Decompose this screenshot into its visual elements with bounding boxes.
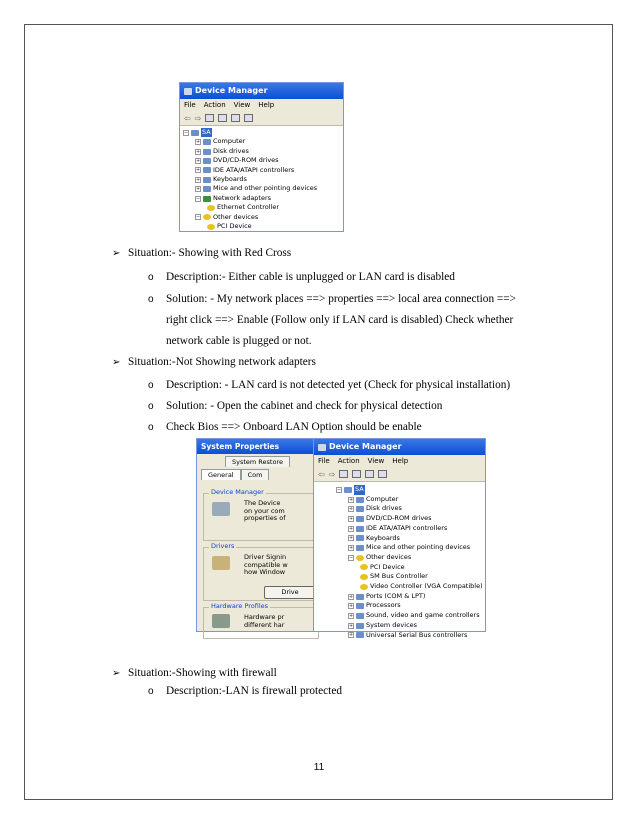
menu-help[interactable]: Help [258,101,275,109]
circle-bullet-icon: o [148,422,154,433]
menu-file[interactable]: File [318,457,330,465]
tab-system-restore[interactable]: System Restore [225,456,290,467]
tree-item[interactable]: − Network adapters [196,193,272,202]
print-icon[interactable] [218,114,227,122]
computer-icon [191,130,199,136]
page-number: 11 [313,762,325,773]
ide-icon [356,526,364,532]
window-title: Device Manager [195,86,268,95]
description-firewall: o Description:-LAN is firewall protected [148,685,342,697]
description-red-cross: o Description:- Either cable is unplugged or LAN card is disabled [148,271,455,283]
solution-red-cross-line2: right click ==> Enable (Follow only if LAN card is disabled) Check whether [166,314,514,326]
tree-item[interactable]: + Universal Serial Bus controllers [349,630,468,639]
network-icon [203,196,211,202]
mouse-icon [356,545,364,551]
computer-icon [344,487,352,493]
tree-item[interactable]: SM Bus Controller [336,572,485,582]
system-properties-screenshot [196,438,486,639]
hardware-profiles-icon [212,614,230,628]
system-properties-title: System Properties [197,439,320,454]
view-icon[interactable] [339,470,348,478]
tree-item[interactable]: + Keyboards [196,175,247,184]
drivers-icon [212,556,230,570]
tree-item[interactable]: Ethernet Controller [183,203,343,212]
menu-bar [314,455,485,467]
processor-icon [356,603,364,609]
warning-icon [360,584,368,590]
tree-item[interactable]: + DVD/CD-ROM drives [349,514,432,523]
tree-item[interactable]: + Mice and other pointing devices [196,184,318,193]
print-icon[interactable] [352,470,361,478]
tree-item[interactable]: + Sound, video and game controllers [349,611,480,620]
device-tree [180,126,343,231]
solution-no-adapters: o Solution: - Open the cabinet and check for physical detection [148,400,443,412]
tree-item[interactable]: + Keyboards [349,533,400,542]
tree-item[interactable]: + Mice and other pointing devices [349,543,471,552]
hardware-profiles-group [203,602,319,639]
tree-item[interactable]: PCI Device [183,222,343,231]
warning-icon [360,564,368,570]
disk-icon [356,506,364,512]
menu-help[interactable]: Help [392,457,409,465]
tree-item[interactable]: + DVD/CD-ROM drives [196,156,279,165]
window-title: Device Manager [329,442,402,451]
tree-item[interactable]: + IDE ATA/ATAPI controllers [196,165,295,174]
menu-file[interactable]: File [184,101,196,109]
tree-root[interactable]: − SA [337,485,364,493]
tree-item[interactable]: − Other devices [196,212,259,221]
group-label: Hardware Profiles [211,602,269,610]
tree-item[interactable]: + IDE ATA/ATAPI controllers [349,523,448,532]
sound-icon [356,613,364,619]
arrow-bullet-icon: ➢ [112,248,121,259]
circle-bullet-icon: o [148,294,154,305]
group-text: Hardware pr different har [244,613,285,629]
group-label: Drivers [211,542,235,550]
forward-icon[interactable]: ⇨ [328,469,336,479]
tree-item[interactable]: + Ports (COM & LPT) [349,591,426,600]
cdrom-icon [203,158,211,164]
tree-item[interactable]: + Disk drives [349,504,402,513]
circle-bullet-icon: o [148,401,154,412]
back-icon[interactable]: ⇦ [318,469,325,479]
circle-bullet-icon: o [148,380,154,391]
description-no-adapters: o Description: - LAN card is not detected yet (Check for physical installation) [148,379,511,391]
help-icon[interactable] [365,470,374,478]
port-icon [356,594,364,600]
arrow-bullet-icon: ➢ [112,357,121,368]
device-manager-icon [184,88,192,95]
tree-root[interactable]: − SA [184,128,211,136]
tree-item[interactable]: + Processors [349,601,401,610]
warning-icon [207,205,215,211]
warning-icon [203,214,211,220]
solution-red-cross: o Solution: - My network places ==> properties ==> local area connection ==> [148,293,517,305]
device-manager-group [203,488,319,541]
computer-icon [203,139,211,145]
menu-action[interactable]: Action [337,457,360,465]
tree-item[interactable]: + Computer [196,137,246,146]
usb-icon [356,632,364,638]
tree-item[interactable]: + Disk drives [196,146,249,155]
view-icon[interactable] [205,114,214,122]
tree-item[interactable]: − Other devices [349,552,412,561]
device-manager-icon [318,444,326,451]
forward-icon[interactable]: ⇨ [194,113,202,123]
menu-view[interactable]: View [233,101,251,109]
toolbar [314,467,485,482]
drivers-button[interactable]: Drive [264,586,316,599]
back-icon[interactable]: ⇦ [184,113,191,123]
system-icon [356,623,364,629]
circle-bullet-icon: o [148,272,154,283]
group-text: Driver Signin compatible w how Window [244,553,288,576]
keyboard-icon [356,535,364,541]
disk-icon [203,149,211,155]
cdrom-icon [356,516,364,522]
tab-general[interactable]: General [201,469,241,480]
tree-item[interactable]: + System devices [349,620,418,629]
group-text: The Device on your com properties of [244,499,286,522]
situation-red-cross: ➢ Situation:- Showing with Red Cross [112,247,292,259]
help-icon[interactable] [231,114,240,122]
warning-icon [207,224,215,230]
tab-computer-name[interactable]: Com [241,469,270,480]
properties-icon[interactable] [378,470,387,478]
tree-item[interactable]: + Computer [349,494,399,503]
tree-item[interactable]: PCI Device [336,563,485,573]
situation-firewall: ➢ Situation:-Showing with firewall [112,667,277,679]
ide-icon [203,167,211,173]
properties-icon[interactable] [244,114,253,122]
warning-icon [356,555,364,561]
mouse-icon [203,186,211,192]
solution-red-cross-line3: network cable is plugged or not. [166,335,312,347]
tree-item[interactable]: Video Controller (VGA Compatible) [336,582,485,592]
system-properties-window [196,438,321,632]
device-manager-titlebar [314,439,485,455]
menu-bar [180,99,343,111]
keyboard-icon [203,177,211,183]
device-manager-titlebar [180,83,343,99]
toolbar [180,111,343,126]
device-manager-screenshot [179,82,344,232]
menu-view[interactable]: View [367,457,385,465]
drivers-group [203,542,319,601]
circle-bullet-icon: o [148,686,154,697]
warning-icon [360,574,368,580]
situation-no-adapters: ➢ Situation:-Not Showing network adapters [112,356,316,368]
device-tree [314,482,485,640]
computer-icon [356,497,364,503]
check-bios: o Check Bios ==> Onboard LAN Option should be enable [148,421,422,433]
device-manager-window-2 [313,438,486,639]
device-manager-icon [212,502,230,516]
arrow-bullet-icon: ➢ [112,668,121,679]
group-label: Device Manager [211,488,264,496]
menu-action[interactable]: Action [203,101,226,109]
